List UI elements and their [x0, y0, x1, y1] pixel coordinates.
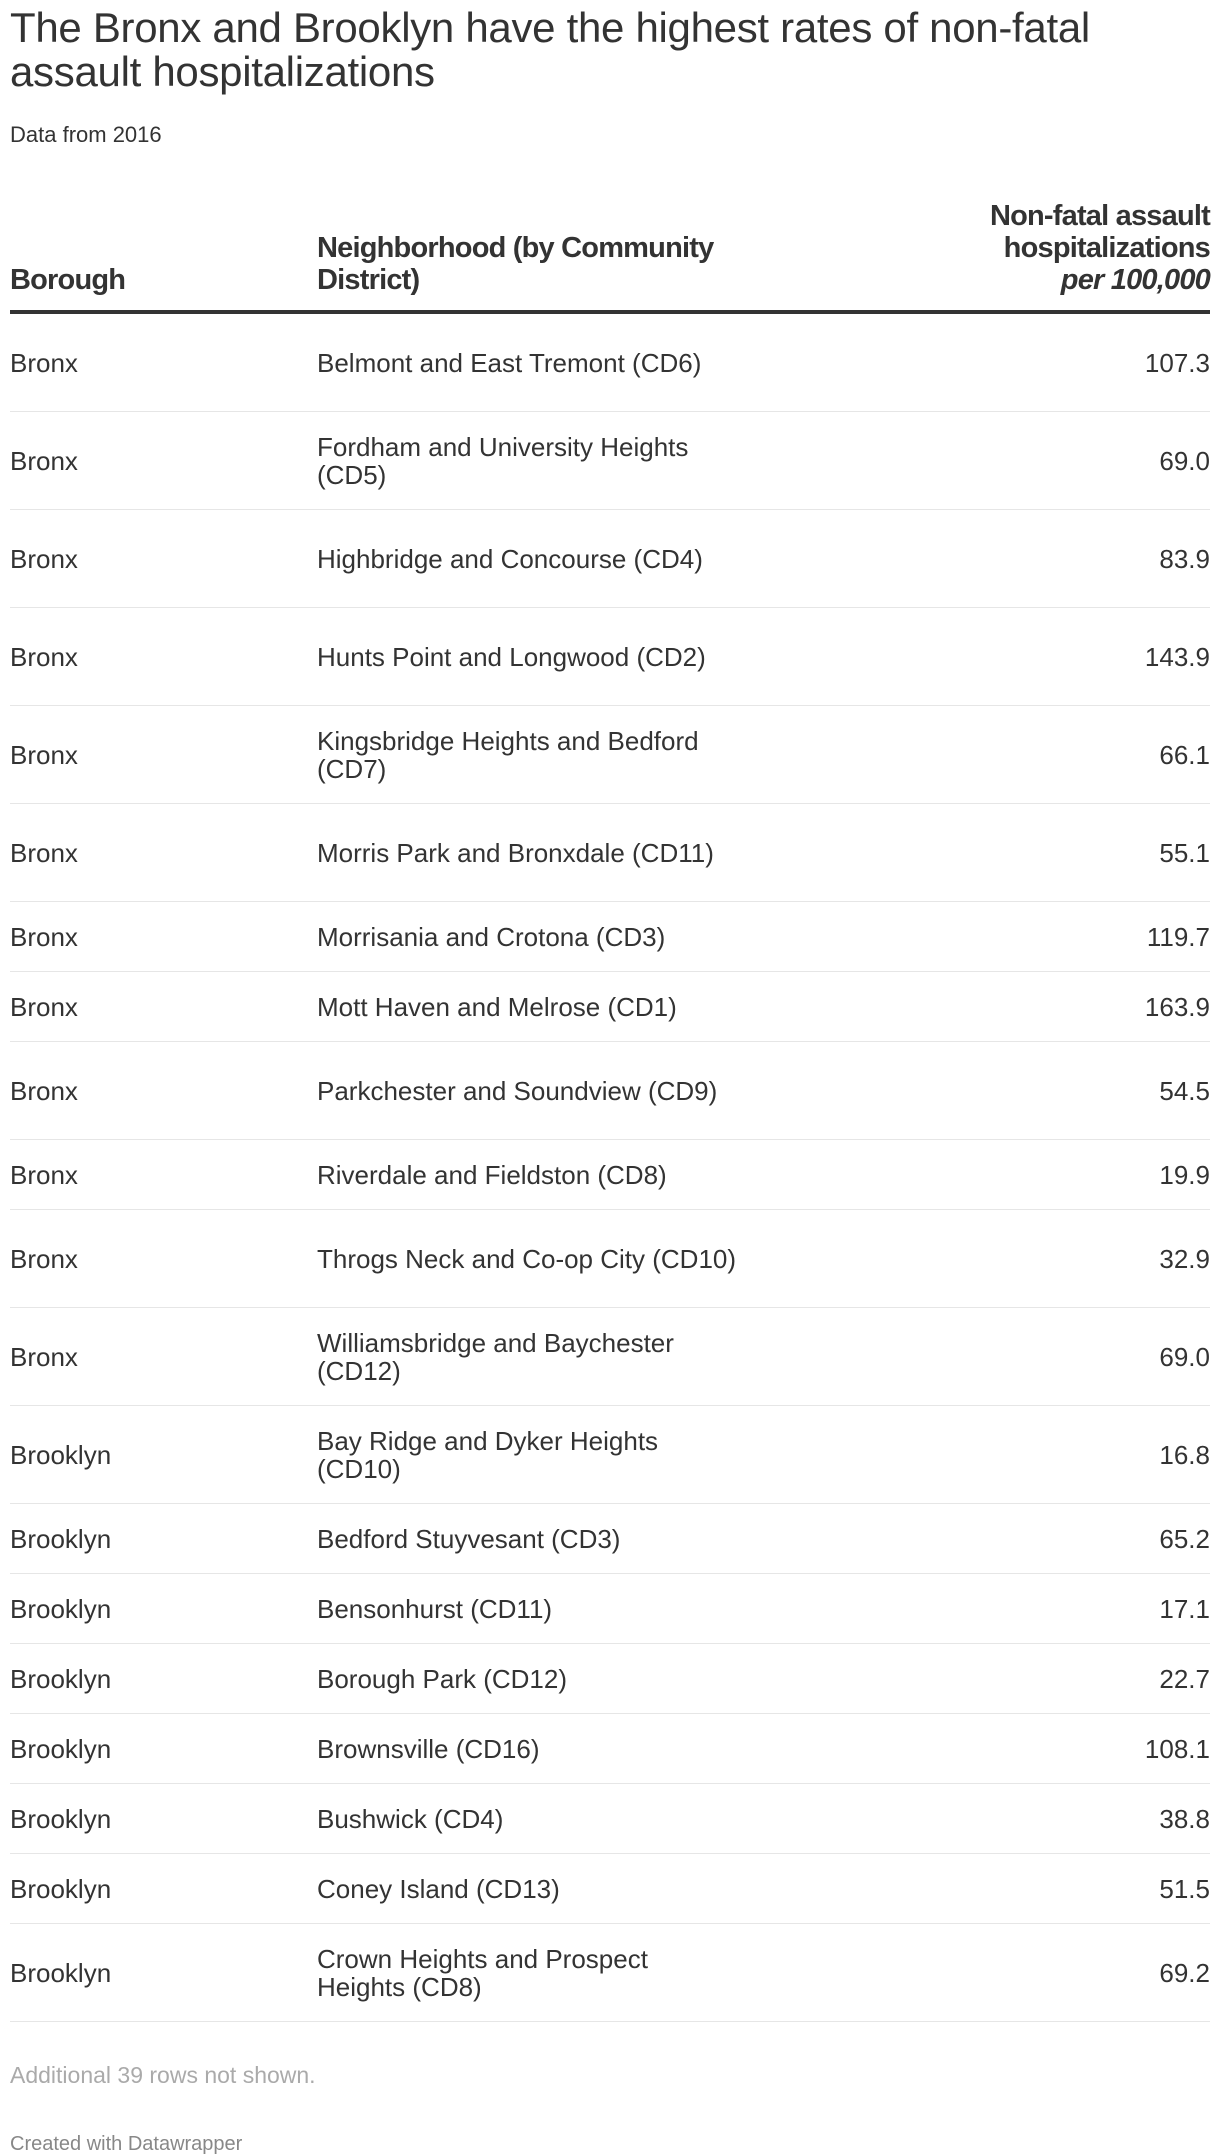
cell-value: 65.2: [747, 1504, 1210, 1574]
cell-borough: Brooklyn: [10, 1574, 317, 1644]
cell-neighborhood-text: Mott Haven and Melrose (CD1): [317, 991, 677, 1022]
cell-borough: Bronx: [10, 1210, 317, 1308]
cell-neighborhood-text: Crown Heights and Prospect Heights (CD8): [317, 1943, 648, 2002]
cell-borough: Bronx: [10, 902, 317, 972]
cell-neighborhood-text: Parkchester and Soundview (CD9): [317, 1075, 718, 1106]
cell-value: 69.2: [747, 1924, 1210, 2022]
cell-value: 83.9: [747, 510, 1210, 608]
cell-value: 54.5: [747, 1042, 1210, 1140]
cell-neighborhood: [317, 1504, 747, 1574]
cell-value: 22.7: [747, 1644, 1210, 1714]
cell-neighborhood-text: Riverdale and Fieldston (CD8): [317, 1159, 667, 1190]
header-row: [10, 200, 1210, 312]
cell-value: 19.9: [747, 1140, 1210, 1210]
table-row: [10, 1504, 1210, 1574]
cell-neighborhood: [317, 1406, 747, 1504]
rows-not-shown-note: Additional 39 rows not shown.: [10, 2062, 316, 2088]
column-header-value-line2: hospitalizations: [1003, 232, 1210, 264]
table-row: [10, 608, 1210, 706]
cell-neighborhood: [317, 312, 747, 412]
cell-value: 143.9: [747, 608, 1210, 706]
table-row: [10, 1210, 1210, 1308]
cell-borough: Brooklyn: [10, 1854, 317, 1924]
cell-neighborhood-text: Bushwick (CD4): [317, 1803, 504, 1834]
cell-borough: Brooklyn: [10, 1504, 317, 1574]
table-row: [10, 1714, 1210, 1784]
table-row: [10, 1574, 1210, 1644]
cell-neighborhood-text: Bedford Stuyvesant (CD3): [317, 1523, 621, 1554]
table-row: [10, 412, 1210, 510]
cell-neighborhood: [317, 608, 747, 706]
cell-neighborhood-text: Bay Ridge and Dyker Heights (CD10): [317, 1425, 659, 1484]
cell-value: 55.1: [747, 804, 1210, 902]
column-header-borough[interactable]: Borough: [10, 200, 317, 312]
cell-neighborhood: [317, 1644, 747, 1714]
cell-borough: Bronx: [10, 972, 317, 1042]
cell-borough: Bronx: [10, 1042, 317, 1140]
cell-neighborhood-text: Throgs Neck and Co-op City (CD10): [317, 1243, 737, 1274]
cell-neighborhood: [317, 1784, 747, 1854]
cell-value: 69.0: [747, 1308, 1210, 1406]
cell-neighborhood-text: Williamsbridge and Baychester (CD12): [317, 1327, 674, 1386]
column-header-value-unit: per 100,000: [1060, 264, 1210, 296]
cell-borough: Bronx: [10, 510, 317, 608]
cell-borough: Bronx: [10, 312, 317, 412]
cell-neighborhood: [317, 972, 747, 1042]
cell-neighborhood: [317, 804, 747, 902]
column-header-value-line1: Non-fatal assault: [989, 200, 1210, 232]
cell-value: 38.8: [747, 1784, 1210, 1854]
table-row: [10, 1854, 1210, 1924]
cell-borough: Brooklyn: [10, 1406, 317, 1504]
cell-neighborhood: [317, 1140, 747, 1210]
datawrapper-credit[interactable]: Created with Datawrapper: [10, 2133, 243, 2155]
cell-neighborhood: [317, 1854, 747, 1924]
cell-neighborhood-text: Highbridge and Concourse (CD4): [317, 543, 703, 574]
cell-neighborhood: [317, 1210, 747, 1308]
table-row: [10, 804, 1210, 902]
cell-borough: Bronx: [10, 1140, 317, 1210]
chart-container: [0, 6, 1210, 2156]
chart-subtitle: Data from 2016: [10, 122, 162, 147]
cell-neighborhood: [317, 902, 747, 972]
cell-neighborhood-text: Hunts Point and Longwood (CD2): [317, 641, 706, 672]
column-header-value[interactable]: [747, 200, 1210, 312]
cell-neighborhood-text: Brownsville (CD16): [317, 1733, 540, 1764]
table-row: [10, 1406, 1210, 1504]
cell-borough: Bronx: [10, 608, 317, 706]
cell-neighborhood-text: Fordham and University Heights (CD5): [317, 431, 689, 490]
table-row: [10, 1924, 1210, 2022]
cell-neighborhood: [317, 510, 747, 608]
table-row: [10, 1140, 1210, 1210]
table-row: [10, 510, 1210, 608]
chart-title: The Bronx and Brooklyn have the highest rates of non-fatal assault hospitalizations: [10, 4, 1090, 95]
table-row: [10, 972, 1210, 1042]
column-header-neighborhood[interactable]: [317, 200, 747, 312]
cell-borough: Bronx: [10, 706, 317, 804]
table-row: [10, 706, 1210, 804]
cell-neighborhood-text: Morrisania and Crotona (CD3): [317, 921, 666, 952]
cell-borough: Brooklyn: [10, 1784, 317, 1854]
cell-neighborhood: [317, 1714, 747, 1784]
table-row: [10, 1784, 1210, 1854]
cell-neighborhood-text: Morris Park and Bronxdale (CD11): [317, 837, 714, 868]
cell-borough: Bronx: [10, 412, 317, 510]
table-row: [10, 312, 1210, 412]
column-header-neighborhood-label: Neighborhood (by Community District): [317, 232, 714, 296]
cell-value: 51.5: [747, 1854, 1210, 1924]
cell-neighborhood: [317, 1574, 747, 1644]
table-row: [10, 1644, 1210, 1714]
cell-value: 107.3: [747, 312, 1210, 412]
cell-neighborhood-text: Belmont and East Tremont (CD6): [317, 347, 702, 378]
cell-value: 16.8: [747, 1406, 1210, 1504]
cell-neighborhood-text: Coney Island (CD13): [317, 1873, 560, 1904]
cell-neighborhood: [317, 706, 747, 804]
cell-neighborhood: [317, 412, 747, 510]
cell-neighborhood-text: Kingsbridge Heights and Bedford (CD7): [317, 725, 699, 784]
table-row: [10, 1042, 1210, 1140]
cell-value: 69.0: [747, 412, 1210, 510]
data-table: [10, 200, 1210, 2022]
table-row: [10, 1308, 1210, 1406]
cell-neighborhood: [317, 1042, 747, 1140]
cell-value: 66.1: [747, 706, 1210, 804]
cell-neighborhood-text: Bensonhurst (CD11): [317, 1593, 553, 1624]
cell-borough: Brooklyn: [10, 1644, 317, 1714]
cell-value: 32.9: [747, 1210, 1210, 1308]
cell-value: 17.1: [747, 1574, 1210, 1644]
cell-neighborhood-text: Borough Park (CD12): [317, 1663, 567, 1694]
cell-value: 108.1: [747, 1714, 1210, 1784]
cell-value: 119.7: [747, 902, 1210, 972]
table-row: [10, 902, 1210, 972]
cell-borough: Brooklyn: [10, 1714, 317, 1784]
cell-borough: Brooklyn: [10, 1924, 317, 2022]
cell-borough: Bronx: [10, 1308, 317, 1406]
table-body: [10, 312, 1210, 2022]
cell-value: 163.9: [747, 972, 1210, 1042]
cell-neighborhood: [317, 1924, 747, 2022]
cell-neighborhood: [317, 1308, 747, 1406]
cell-borough: Bronx: [10, 804, 317, 902]
